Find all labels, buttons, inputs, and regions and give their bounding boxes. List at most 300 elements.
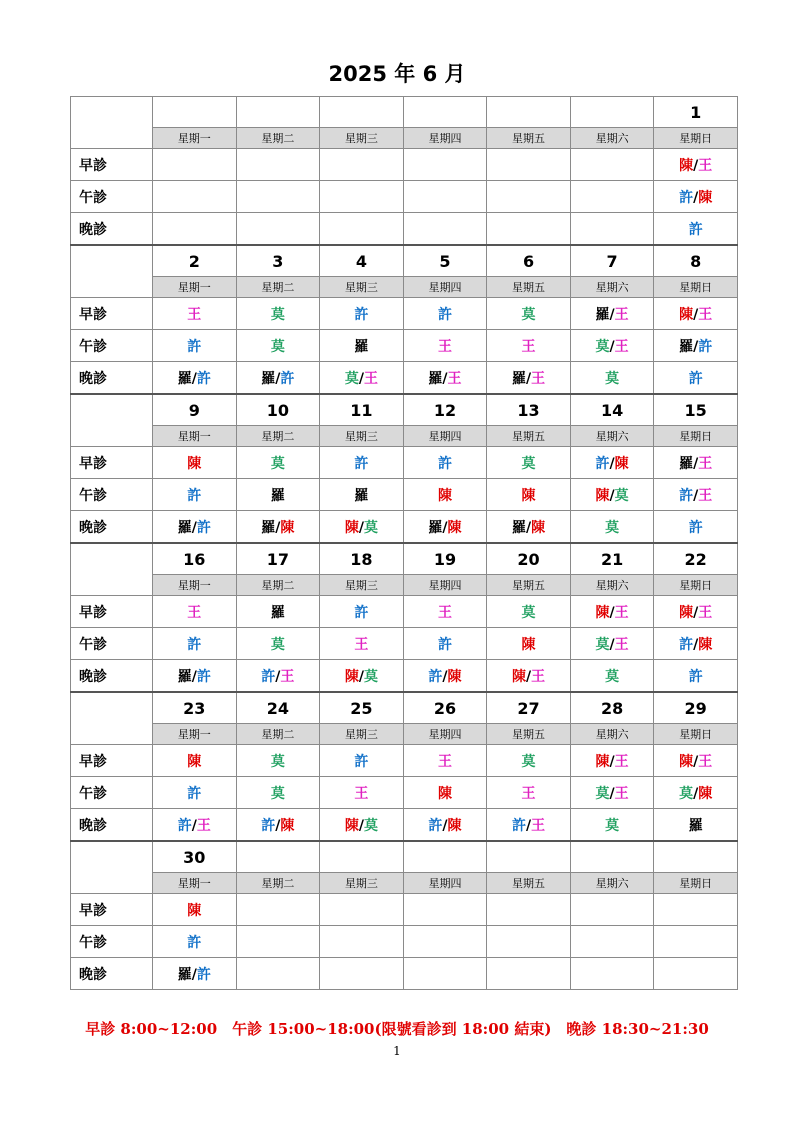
doctor-name: 羅 [261,519,276,536]
week-label-cell [71,97,153,149]
doctor-cell [153,447,237,479]
doctor-name: 王 [698,455,713,472]
shift-label: 午診 [71,628,153,660]
shift-row [71,628,738,660]
doctor-name: 莫 [605,668,620,685]
shift-label: 午診 [71,777,153,809]
doctor-name: 莫 [270,785,285,802]
doctor-cell [654,511,738,544]
doctor-name: 王 [521,785,536,802]
doctor-name: 王 [437,338,452,355]
doctor-name: 許 [437,636,452,653]
weekday-cell: 星期日 [654,575,738,596]
doctor-name: 王 [531,668,546,685]
separator: / [693,753,699,770]
doctor-cell [570,628,654,660]
separator: / [693,455,699,472]
weekday-cell: 星期一 [153,128,237,149]
weekday-cell: 星期二 [236,426,320,447]
doctor-name: 羅 [511,519,526,536]
doctor-name: 王 [196,817,211,834]
date-row [71,394,738,426]
weekday-row [71,277,738,298]
doctor-cell [153,149,237,181]
doctor-name: 陳 [679,306,694,323]
doctor-cell [570,213,654,246]
date-cell: 24 [236,692,320,724]
doctor-name: 羅 [354,487,369,504]
doctor-cell [570,298,654,330]
doctor-name: 許 [280,370,295,387]
doctor-cell [487,745,571,777]
doctor-cell [153,213,237,246]
date-row [71,692,738,724]
doctor-cell [236,479,320,511]
doctor-cell [320,149,404,181]
date-cell: 3 [236,245,320,277]
doctor-cell [320,596,404,628]
doctor-cell [236,511,320,544]
shift-label: 午診 [71,181,153,213]
doctor-name: 許 [679,487,694,504]
doctor-name: 陳 [679,604,694,621]
doctor-cell [153,745,237,777]
doctor-cell [153,330,237,362]
separator: / [609,306,615,323]
doctor-cell [570,362,654,395]
doctor-cell [403,926,487,958]
doctor-name: 許 [354,753,369,770]
doctor-name: 莫 [363,817,378,834]
doctor-cell [403,745,487,777]
separator: / [609,338,615,355]
doctor-cell [236,894,320,926]
doctor-name: 陳 [595,487,610,504]
doctor-cell [320,894,404,926]
doctor-name: 許 [688,668,703,685]
shift-row [71,330,738,362]
separator: / [609,604,615,621]
doctor-cell [654,894,738,926]
doctor-name: 陳 [437,487,452,504]
separator: / [358,817,364,834]
date-cell [320,841,404,873]
shift-row [71,958,738,990]
date-cell: 12 [403,394,487,426]
date-cell [320,97,404,128]
shift-row [71,447,738,479]
doctor-name: 陳 [280,519,295,536]
separator: / [191,519,197,536]
doctor-name: 陳 [344,668,359,685]
doctor-cell [654,330,738,362]
shift-label: 早診 [71,298,153,330]
weekday-cell: 星期五 [487,873,571,894]
date-cell [487,841,571,873]
doctor-cell [236,926,320,958]
weekday-cell: 星期六 [570,575,654,596]
doctor-cell [403,298,487,330]
doctor-name: 莫 [521,306,536,323]
week-label-cell [71,543,153,596]
doctor-name: 莫 [270,455,285,472]
weekday-cell: 星期五 [487,575,571,596]
doctor-cell [403,149,487,181]
doctor-name: 莫 [521,604,536,621]
doctor-name: 王 [614,306,629,323]
date-cell: 6 [487,245,571,277]
weekday-cell: 星期六 [570,873,654,894]
doctor-name: 許 [688,519,703,536]
separator: / [275,370,281,387]
doctor-name: 羅 [261,370,276,387]
doctor-cell [153,479,237,511]
date-cell: 14 [570,394,654,426]
weekday-cell: 星期四 [403,277,487,298]
doctor-cell [403,181,487,213]
doctor-cell [570,745,654,777]
weekday-cell: 星期日 [654,724,738,745]
doctor-cell [487,926,571,958]
doctor-cell [654,181,738,213]
doctor-cell [654,660,738,693]
shift-label: 晚診 [71,958,153,990]
doctor-name: 許 [196,519,211,536]
doctor-cell [236,745,320,777]
shift-label: 早診 [71,596,153,628]
date-cell: 9 [153,394,237,426]
doctor-cell [403,362,487,395]
weekday-cell: 星期日 [654,128,738,149]
doctor-cell [236,777,320,809]
doctor-cell [236,298,320,330]
doctor-name: 王 [354,636,369,653]
separator: / [442,817,448,834]
doctor-cell [654,628,738,660]
weekday-cell: 星期二 [236,724,320,745]
doctor-cell [320,660,404,693]
doctor-cell [320,213,404,246]
weekday-cell: 星期四 [403,873,487,894]
date-cell: 19 [403,543,487,575]
doctor-name: 莫 [605,817,620,834]
separator: / [525,370,532,387]
doctor-name: 王 [698,753,713,770]
separator: / [693,189,699,206]
doctor-cell [236,181,320,213]
weekday-cell: 星期四 [403,426,487,447]
doctor-cell [487,777,571,809]
date-cell: 30 [153,841,237,873]
date-cell [153,97,237,128]
doctor-cell [487,298,571,330]
doctor-cell [320,745,404,777]
doctor-cell [403,777,487,809]
weekday-cell: 星期日 [654,426,738,447]
date-cell [236,841,320,873]
doctor-cell [570,894,654,926]
date-cell: 1 [654,97,738,128]
doctor-cell [654,926,738,958]
weekday-row [71,128,738,149]
doctor-name: 陳 [698,189,713,206]
doctor-name: 許 [511,817,526,834]
doctor-cell [654,745,738,777]
separator: / [693,306,699,323]
date-cell: 25 [320,692,404,724]
doctor-name: 羅 [270,487,285,504]
separator: / [609,487,615,504]
weekday-cell: 星期五 [487,724,571,745]
weekday-cell: 星期日 [654,277,738,298]
doctor-cell [236,362,320,395]
shift-label: 晚診 [71,213,153,246]
doctor-name: 莫 [679,785,694,802]
doctor-cell [153,181,237,213]
weekday-cell: 星期一 [153,426,237,447]
doctor-cell [570,330,654,362]
doctor-cell [487,447,571,479]
date-cell: 22 [654,543,738,575]
doctor-cell [487,596,571,628]
doctor-name: 王 [698,306,713,323]
doctor-cell [654,809,738,842]
doctor-cell [153,362,237,395]
weekday-cell: 星期一 [153,575,237,596]
doctor-name: 莫 [595,636,610,653]
doctor-name: 許 [428,668,443,685]
separator: / [609,636,615,653]
weekday-cell: 星期三 [320,575,404,596]
doctor-name: 許 [261,668,276,685]
doctor-cell [487,362,571,395]
doctor-cell [236,447,320,479]
doctor-cell [403,596,487,628]
doctor-name: 許 [679,189,694,206]
weekday-cell: 星期四 [403,128,487,149]
weekday-row [71,873,738,894]
date-cell [403,841,487,873]
doctor-cell [403,894,487,926]
shift-row [71,511,738,544]
doctor-cell [570,926,654,958]
separator: / [693,157,699,174]
doctor-name: 王 [614,338,629,355]
date-cell [570,97,654,128]
doctor-cell [320,926,404,958]
shift-label: 晚診 [71,809,153,842]
doctor-cell [487,181,571,213]
doctor-name: 陳 [679,753,694,770]
doctor-name: 陳 [447,519,462,536]
doctor-name: 莫 [270,338,285,355]
date-cell: 21 [570,543,654,575]
doctor-cell [403,660,487,693]
doctor-cell [487,149,571,181]
date-cell: 20 [487,543,571,575]
shift-row [71,809,738,842]
doctor-name: 王 [280,668,295,685]
doctor-cell [236,958,320,990]
doctor-cell [320,628,404,660]
doctor-name: 羅 [679,338,694,355]
shift-row [71,660,738,693]
separator: / [609,455,615,472]
doctor-name: 羅 [428,519,443,536]
separator: / [442,519,448,536]
doctor-name: 許 [187,338,202,355]
separator: / [525,519,532,536]
shift-label: 午診 [71,926,153,958]
doctor-name: 莫 [595,338,610,355]
doctor-cell [487,958,571,990]
date-cell [236,97,320,128]
doctor-cell [320,958,404,990]
date-cell: 16 [153,543,237,575]
doctor-cell [153,511,237,544]
doctor-name: 羅 [679,455,694,472]
doctor-cell [403,479,487,511]
doctor-cell [236,330,320,362]
doctor-name: 王 [521,338,536,355]
date-cell [654,841,738,873]
shift-label: 晚診 [71,660,153,693]
doctor-cell [487,894,571,926]
date-cell [403,97,487,128]
doctor-name: 莫 [521,753,536,770]
date-cell [487,97,571,128]
doctor-name: 王 [698,157,713,174]
doctor-name: 許 [688,221,703,238]
doctor-cell [236,149,320,181]
shift-row [71,745,738,777]
doctor-name: 王 [187,604,202,621]
separator: / [358,519,364,536]
doctor-cell [570,596,654,628]
doctor-name: 莫 [363,519,378,536]
doctor-cell [570,809,654,842]
doctor-name: 王 [354,785,369,802]
date-cell: 4 [320,245,404,277]
doctor-name: 王 [437,753,452,770]
weekday-cell: 星期三 [320,724,404,745]
shift-row [71,479,738,511]
weekday-cell: 星期六 [570,426,654,447]
shift-label: 早診 [71,447,153,479]
doctor-name: 許 [261,817,276,834]
date-cell: 8 [654,245,738,277]
week-label-cell [71,245,153,298]
weekday-cell: 星期日 [654,873,738,894]
doctor-name: 羅 [177,668,192,685]
doctor-name: 許 [187,487,202,504]
week-label-cell [71,692,153,745]
weekday-cell: 星期五 [487,426,571,447]
date-cell: 29 [654,692,738,724]
shift-row [71,926,738,958]
doctor-name: 王 [187,306,202,323]
doctor-cell [403,213,487,246]
doctor-cell [654,149,738,181]
date-cell: 23 [153,692,237,724]
doctor-cell [153,809,237,842]
doctor-name: 羅 [270,604,285,621]
doctor-name: 許 [196,370,211,387]
date-cell: 18 [320,543,404,575]
doctor-cell [487,511,571,544]
doctor-name: 陳 [698,785,713,802]
date-cell: 27 [487,692,571,724]
doctor-name: 羅 [595,306,610,323]
doctor-cell [403,809,487,842]
doctor-cell [153,926,237,958]
doctor-cell [320,181,404,213]
doctor-cell [487,213,571,246]
date-cell [570,841,654,873]
shift-row [71,213,738,246]
doctor-name: 陳 [447,668,462,685]
doctor-cell [487,479,571,511]
doctor-cell [236,660,320,693]
doctor-name: 陳 [595,604,610,621]
doctor-name: 王 [531,817,546,834]
doctor-name: 許 [187,636,202,653]
doctor-cell [320,298,404,330]
doctor-cell [487,660,571,693]
doctor-name: 許 [437,455,452,472]
doctor-cell [320,330,404,362]
weekday-cell: 星期三 [320,277,404,298]
date-cell: 10 [236,394,320,426]
doctor-name: 陳 [531,519,546,536]
shift-label: 早診 [71,894,153,926]
shift-row [71,362,738,395]
doctor-name: 陳 [698,636,713,653]
doctor-name: 陳 [447,817,462,834]
doctor-name: 王 [447,370,462,387]
doctor-cell [153,894,237,926]
weekday-cell: 星期四 [403,724,487,745]
doctor-name: 許 [354,604,369,621]
separator: / [358,370,364,387]
doctor-cell [403,628,487,660]
week-label-cell [71,841,153,894]
doctor-cell [654,362,738,395]
doctor-cell [153,596,237,628]
doctor-cell [654,213,738,246]
weekday-cell: 星期一 [153,724,237,745]
doctor-cell [570,660,654,693]
date-cell: 17 [236,543,320,575]
doctor-name: 許 [354,455,369,472]
separator: / [275,519,281,536]
doctor-cell [153,777,237,809]
doctor-cell [236,213,320,246]
date-row [71,841,738,873]
doctor-name: 陳 [511,668,526,685]
separator: / [442,668,448,685]
weekday-cell: 星期一 [153,873,237,894]
doctor-name: 許 [428,817,443,834]
shift-label: 早診 [71,745,153,777]
separator: / [275,817,281,834]
doctor-name: 陳 [187,753,202,770]
doctor-name: 陳 [437,785,452,802]
separator: / [525,817,532,834]
doctor-name: 陳 [679,157,694,174]
doctor-name: 莫 [614,487,629,504]
weekday-cell: 星期一 [153,277,237,298]
